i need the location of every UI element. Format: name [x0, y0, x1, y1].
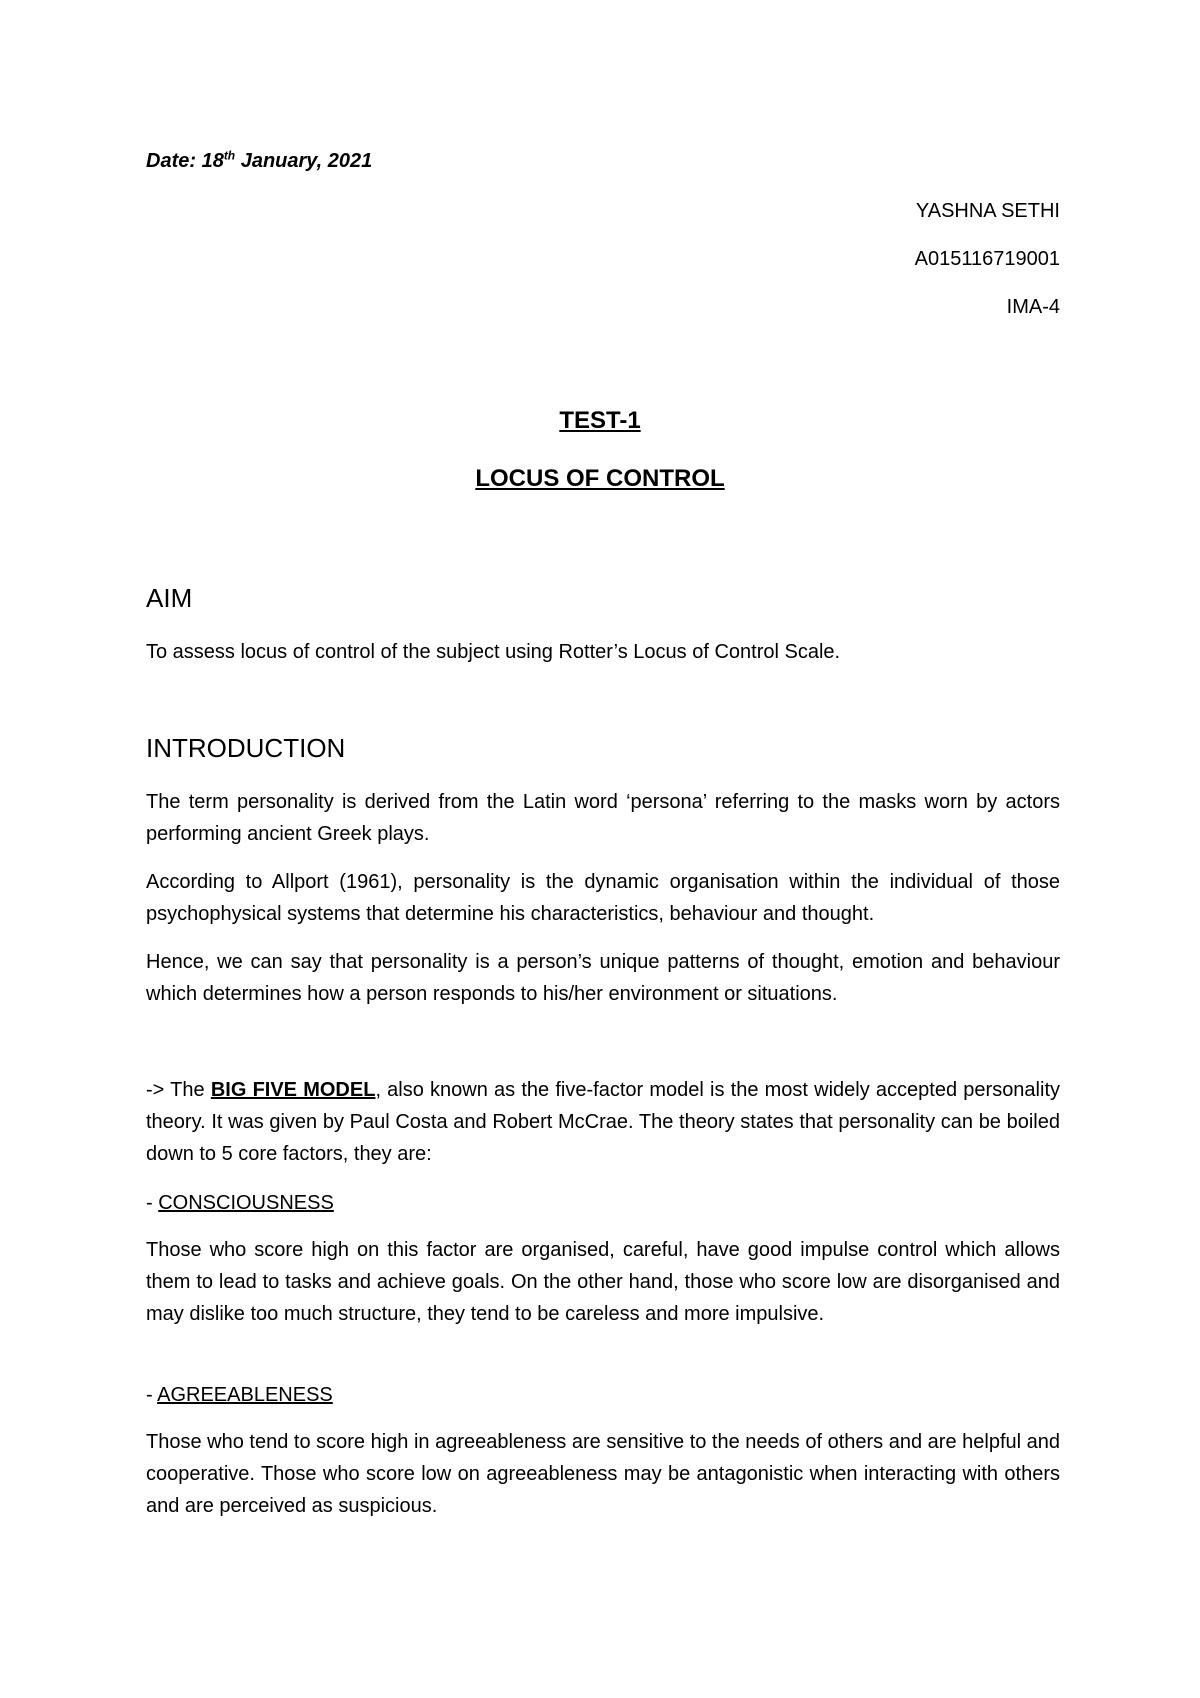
date-line — [146, 148, 372, 174]
test-title: TEST-1 — [559, 407, 641, 434]
class-code: IMA-4 — [1006, 296, 1060, 318]
intro-paragraph-3: Hence, we can say that personality is a person’s unique patterns of thought, emotion and behaviour which determines how a person responds to his/her environment or situations. — [146, 951, 1060, 1005]
date-superscript: th — [223, 148, 236, 163]
aim-text: To assess locus of control of the subject using Rotter’s Locus of Control Scale. — [146, 641, 841, 663]
intro-paragraph-2: According to Allport (1961), personality is the dynamic organisation within the individual of those psychophysical systems that determine his characteristics, behaviour and thought. — [146, 871, 1060, 925]
enrollment-number: A015116719001 — [914, 248, 1060, 270]
date-prefix: Date: 18 — [146, 150, 224, 172]
big-five-lead: -> The — [146, 1079, 211, 1101]
student-name: YASHNA SETHI — [915, 200, 1060, 222]
introduction-heading: INTRODUCTION — [146, 733, 346, 763]
intro-paragraph-1: The term personality is derived from the Latin word ‘persona’ referring to the masks worn by actors performing ancient Greek plays. — [146, 791, 1060, 845]
subject-title: LOCUS OF CONTROL — [475, 465, 725, 492]
factor-description-agreeableness: Those who tend to score high in agreeableness are sensitive to the needs of others and are helpful and cooperative. Those who score low on agreeableness may be antagonistic when interacting with others and are perceived as suspicious. — [146, 1431, 1060, 1517]
factor-name: AGREEABLENESS — [157, 1384, 333, 1406]
aim-heading: AIM — [146, 583, 193, 613]
factor-heading-consciousness: - CONSCIOUSNESS — [146, 1192, 334, 1214]
date-suffix: January, 2021 — [235, 150, 373, 172]
factor-heading-agreeableness: - AGREEABLENESS — [146, 1384, 333, 1406]
factor-description-consciousness: Those who score high on this factor are organised, careful, have good impulse control which allows them to lead to tasks and achieve goals. On the other hand, those who score low are disorganised and may dislike too much structure, they tend to be careless and more impulsive. — [146, 1239, 1060, 1325]
factor-name: CONSCIOUSNESS — [158, 1192, 334, 1214]
big-five-rest: , also known as the five-factor model is the most widely accepted personality theory. It was given by Paul Costa and Robert McCrae. The theory states that personality can be boiled down to 5 core factors, they are: — [146, 1079, 1060, 1165]
big-five-term: BIG FIVE MODEL — [210, 1079, 376, 1101]
big-five-paragraph — [146, 1074, 1060, 1170]
